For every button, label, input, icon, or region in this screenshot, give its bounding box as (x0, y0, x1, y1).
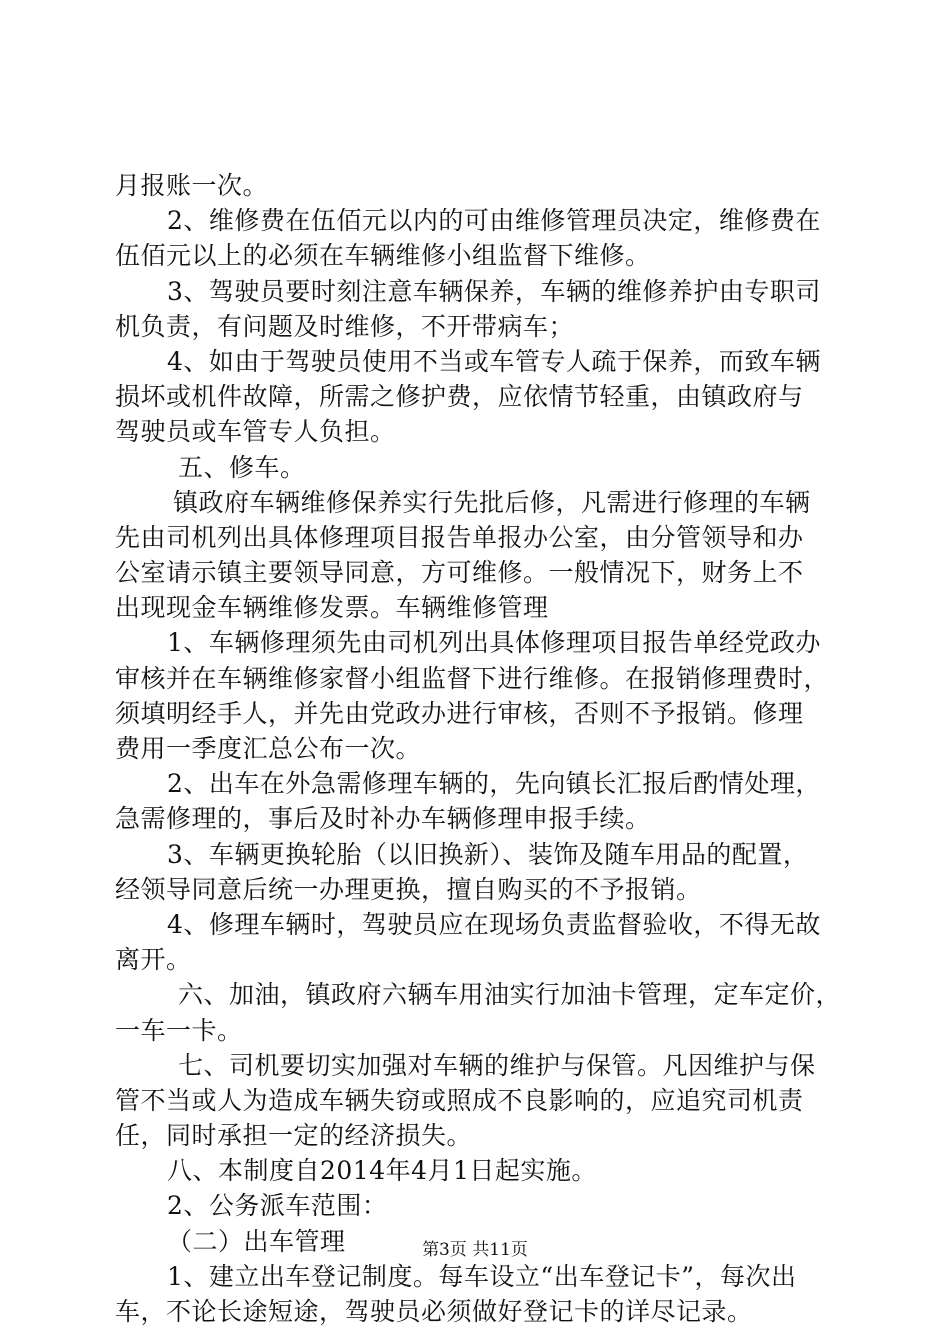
section-heading: 六、加油，镇政府六辆车用油实行加油卡管理，定车定价， (178, 980, 842, 1010)
paragraph-line: 4、修理车辆时，驾驶员应在现场负责监督验收，不得无故 (167, 909, 821, 939)
paragraph-line: 2、维修费在伍佰元以内的可由维修管理员决定，维修费在 (167, 206, 821, 236)
paragraph-line: 损坏或机件故障，所需之修护费，应依情节轻重，由镇政府与 (115, 382, 804, 412)
paragraph-line: 经领导同意后统一办理更换，擅自购买的不予报销。 (115, 874, 702, 904)
page-number: 第3页 共11页 (422, 1240, 528, 1260)
paragraph-line: 2、出车在外急需修理车辆的，先向镇长汇报后酌情处理， (167, 769, 821, 799)
paragraph-line: 离开。 (115, 945, 192, 975)
paragraph-line: 月报账一次。 (115, 171, 269, 200)
section-heading: 八、本制度自2014年4月1日起实施。 (167, 1156, 597, 1186)
paragraph-line: 2、公务派车范围： (167, 1191, 388, 1221)
paragraph-line: 伍佰元以上的必须在车辆维修小组监督下维修。 (115, 241, 651, 271)
paragraph-line: 1、车辆修理须先由司机列出具体修理项目报告单经党政办 (167, 628, 821, 658)
paragraph-line: 须填明经手人，并先由党政办进行审核，否则不予报销。修理 (115, 698, 804, 728)
paragraph-line: 4、如由于驾驶员使用不当或车管专人疏于保养，而致车辆 (167, 346, 821, 376)
paragraph-line: 机负责，有问题及时维修，不开带病车； (115, 311, 575, 341)
paragraph-line: 先由司机列出具体修理项目报告单报办公室，由分管领导和办 (115, 522, 804, 552)
paragraph-line: 任，同时承担一定的经济损失。 (115, 1121, 473, 1151)
paragraph-line: 驾驶员或车管专人负担。 (115, 417, 396, 447)
paragraph-line: 车，不论长途短途，驾驶员必须做好登记卡的详尽记录。 (115, 1297, 753, 1326)
paragraph-line: 3、车辆更换轮胎（以旧换新）、装饰及随车用品的配置， (167, 839, 809, 869)
section-heading: （二）出车管理 (167, 1226, 346, 1256)
document-body (115, 168, 842, 1329)
page-footer (0, 1238, 950, 1262)
section-heading: 五、修车。 (178, 452, 306, 482)
paragraph-line: 费用一季度汇总公布一次。 (115, 734, 422, 763)
paragraph-line: 审核并在车辆维修家督小组监督下进行维修。在报销修理费时， (115, 663, 830, 693)
paragraph-line: 公室请示镇主要领导同意，方可维修。一般情况下，财务上不 (115, 558, 804, 588)
section-heading: 七、司机要切实加强对车辆的维护与保管。凡因维护与保 (178, 1050, 816, 1080)
paragraph-line: 镇政府车辆维修保养实行先批后修，凡需进行修理的车辆 (173, 487, 811, 517)
paragraph-line: 一车一卡。 (115, 1015, 243, 1045)
paragraph-line: 3、驾驶员要时刻注意车辆保养，车辆的维修养护由专职司 (167, 276, 821, 306)
paragraph-line: 1、建立出车登记制度。每车设立“出车登记卡”，每次出 (167, 1261, 797, 1291)
paragraph-line: 急需修理的，事后及时补办车辆修理申报手续。 (115, 804, 651, 834)
paragraph-line: 管不当或人为造成车辆失窃或照成不良影响的，应追究司机责 (115, 1085, 804, 1115)
paragraph-line: 出现现金车辆维修发票。车辆维修管理 (115, 593, 549, 623)
